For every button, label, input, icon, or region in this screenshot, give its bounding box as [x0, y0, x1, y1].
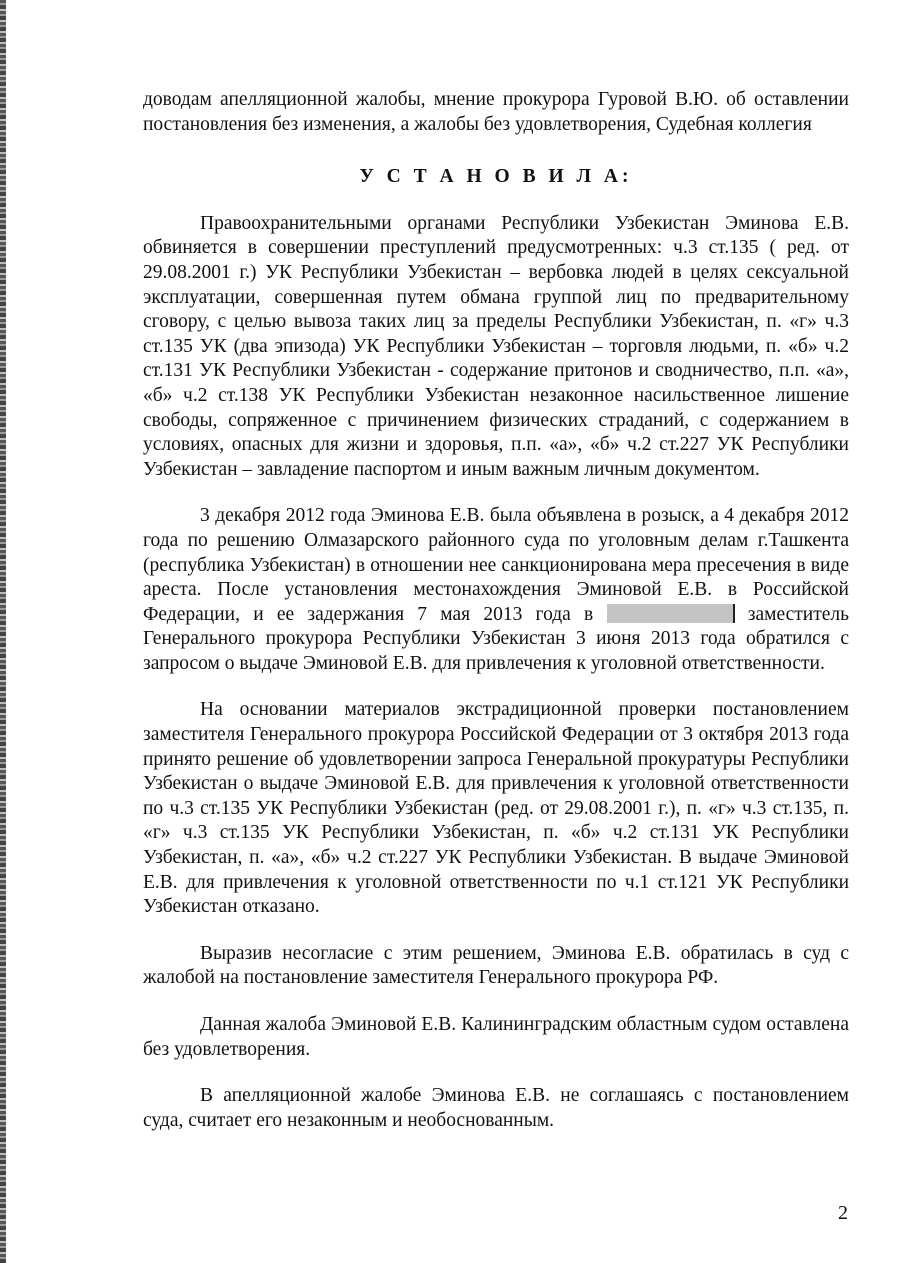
- paragraph-search-continued: заместитель Генерального прокурора Республики Узбекистан 3 июня 2013 года обратился с запросом о выдаче Эминовой Е.В. для привлечения к уголовной ответственности.: [143, 603, 850, 674]
- paragraph-appeal: В апелляционной жалобе Эминова Е.В. не соглашаясь с постановлением суда, считает его незаконным и необоснованным.: [143, 1085, 849, 1131]
- page-number: 2: [838, 1202, 848, 1224]
- paragraph-extradition: На основании материалов экстрадиционной проверки постановлением заместителя Генерального прокурора Российской Федерации от 3 октября 2013 года принято решение об удовлетворении запроса Генеральной прокуратуры Республики Узбекистан о выдаче Эминовой Е.В. для привлечения к уголовной ответственности по ч.3 ст.135 УК Республики Узбекистан (ред. от 29.08.2001 г.), п. «г» ч.3 ст.135, п. «г» ч.3 ст.135 УК Республики Узбекистан, п. «б» ч.2 ст.131 УК Республики Узбекистан, п. «а», «б» ч.2 ст.227 УК Республики Узбекистан. В выдаче Эминовой Е.В. для привлечения к уголовной ответственности по ч.1 ст.121 УК Республики Узбекистан отказано.: [143, 699, 849, 918]
- section-heading: У С Т А Н О В И Л А:: [359, 166, 633, 188]
- paragraph-search-text: 3 декабря 2012 года Эминова Е.В. была объявлена в розыск, а 4 декабря 2012 года по решению Олмазарского районного суда по уголовным делам г.Ташкента (республика Узбекистан) в отношении нее санкционирована мера пресечения в виде ареста. После установления местонахождения Эминовой Е.В. в Российской Федерации, и ее задержания 7 мая 2013 года в: [143, 505, 849, 625]
- paragraph-charges: Правоохранительными органами Республики Узбекистан Эминова Е.В. обвиняется в совершении преступлений предусмотренных: ч.3 ст.135 ( ред. от 29.08.2001 г.) УК Республики Узбекистан – вербовка людей в целях сексуальной эксплуатации, совершенная путем обмана группой лиц по предварительному сговору, с целью вывоза таких лиц за пределы Республики Узбекистан, п. «г» ч.3 ст.135 УК (два эпизода) УК Республики Узбекистан – торговля людьми, п. «б» ч.2 ст.131 УК Республики Узбекистан - содержание притонов и сводничество, п.п. «а», «б» ч.2 ст.138 УК Республики Узбекистан незаконное насильственное лишение свободы, сопряженное с причинением физических страданий, с содержанием в условиях, опасных для жизни и здоровья, п.п. «а», «б» ч.2 ст.227 УК Республики Узбекистан – завладение паспортом и иным важным личным документом.: [143, 212, 849, 480]
- document-page: [143, 88, 849, 1133]
- paragraph-disagreement: Выразив несогласие с этим решением, Эминова Е.В. обратилась в суд с жалобой на постановление заместителя Генерального прокурора РФ.: [143, 942, 849, 989]
- paragraph-search: [143, 504, 849, 676]
- scan-edge: [0, 0, 6, 1263]
- paragraph-intro: доводам апелляционной жалобы, мнение прокурора Гуровой В.Ю. об оставлении постановления без изменения, а жалобы без удовлетворения, Судебная коллегия: [143, 89, 849, 135]
- paragraph-complaint: Данная жалоба Эминовой Е.В. Калининградским областным судом оставлена без удовлетворения.: [143, 1014, 849, 1060]
- redaction-box: [607, 604, 735, 623]
